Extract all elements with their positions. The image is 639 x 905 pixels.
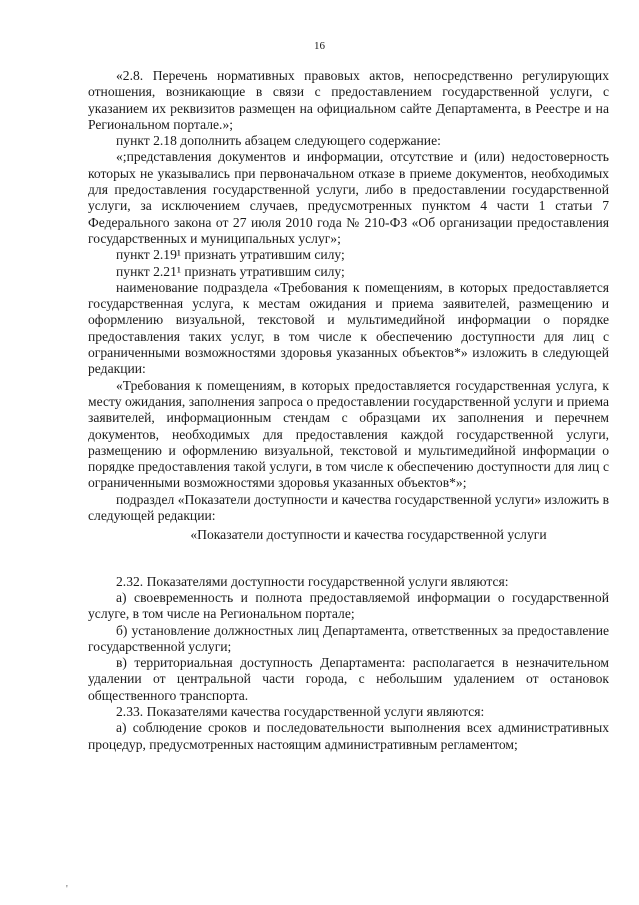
- paragraph-2-32-v: в) территориальная доступность Департамента: располагается в незначительном удалении от центральной части города, с небольшим удалением от остановок общественного транспорта.: [88, 655, 609, 703]
- page-number: 16: [314, 40, 325, 52]
- paragraph-subsection-name: наименование подраздела «Требования к помещениям, в которых предоставляется государственная услуга, к местам ожидания и приема заявителей, размещению и оформлению визуальной, текстовой и мультимедийной информации о порядке предоставления таких услуг, в том числе к обеспечению доступности для лиц с ограниченными возможностями здоровья указанных объектов*» изложить в следующей редакции:: [88, 279, 609, 377]
- paragraph-2-18-intro: пункт 2.18 дополнить абзацем следующего содержание:: [116, 133, 441, 149]
- paragraph-2-33-a: а) соблюдение сроков и последовательности выполнения всех административных процедур, предусмотренных настоящим административным регламентом;: [88, 720, 609, 752]
- document-body: [88, 68, 609, 753]
- section-title: «Показатели доступности и качества государственной услуги: [190, 527, 547, 543]
- paragraph-2-32-a: а) своевременность и полнота предоставляемой информации о государственной услуге, в том числе на Региональном портале;: [88, 589, 609, 622]
- paragraph-2-21: пункт 2.21¹ признать утратившим силу;: [116, 263, 345, 279]
- paragraph-2-32-b: б) установление должностных лиц Департамента, ответственных за предоставление государственной услуги;: [88, 622, 609, 654]
- paragraph-2-32: 2.32. Показателями доступности государственной услуги являются:: [116, 573, 509, 589]
- paragraph-2-8: «2.8. Перечень нормативных правовых актов, непосредственно регулирующих отношения, возникающие в связи с предоставлением государственной услуги, с указанием их реквизитов размещен на официальном сайте Департамента, в Реестре и на Региональном портале.»;: [88, 68, 609, 132]
- paragraph-2-33: 2.33. Показателями качества государственной услуги являются:: [116, 703, 485, 719]
- paragraph-requirements: «Требования к помещениям, в которых предоставляется государственная услуга, к месту ожидания, заполнения запроса о предоставлении государственной услуги и приема заявителей, информационным стендам с образцами их заполнения и перечнем документов, необходимых для предоставления каждой государственной услуги, размещению и оформлению визуальной, текстовой и мультимедийной информации о порядке предоставления такой услуги, в том числе к обеспечению доступности для лиц с ограниченными возможностями здоровья указанных объектов*»;: [88, 377, 609, 491]
- paragraph-subsection-indicators: подраздел «Показатели доступности и качества государственной услуги» изложить в следующей редакции:: [88, 491, 609, 524]
- paragraph-2-19: пункт 2.19¹ признать утратившим силу;: [116, 247, 345, 263]
- spacer: [88, 544, 609, 574]
- scan-mark: ': [66, 884, 68, 895]
- paragraph-2-18-text: «;представления документов и информации, отсутствие и (или) недостоверность которых не указывались при первоначальном отказе в приеме документов, необходимых для предоставления государственной услуги, либо в предоставлении государственной услуги, за исключением случаев, предусмотренных пунктом 4 части 1 статьи 7 Федерального закона от 27 июля 2010 года № 210-ФЗ «Об организации предоставления государственных и муниципальных услуг»;: [88, 149, 609, 246]
